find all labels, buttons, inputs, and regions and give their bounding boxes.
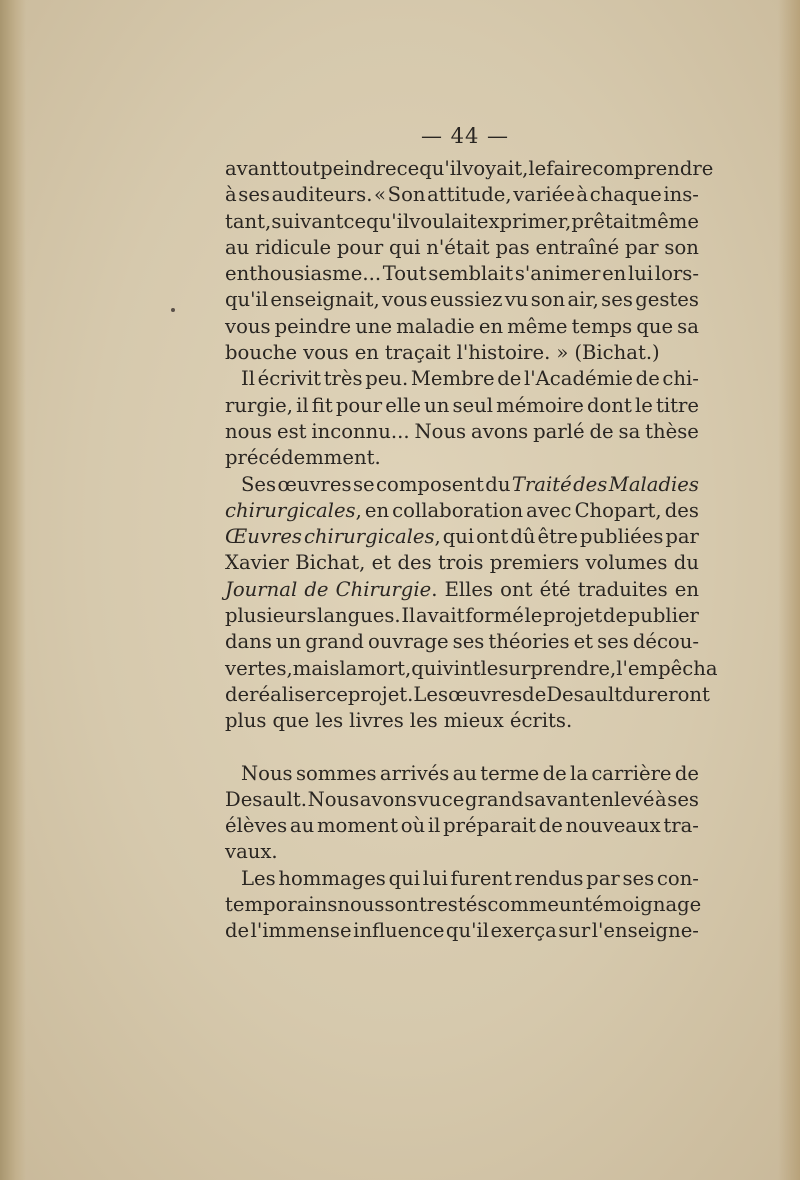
body-text [225, 156, 718, 945]
paragraph [225, 472, 718, 735]
text-line: nous est inconnu... Nous avons parlé de sa thèse [225, 419, 699, 443]
text-line: bouche vous en traçait l'histoire. » (Bichat.) [225, 341, 660, 365]
paragraph-gap [225, 735, 699, 761]
page-number: — 44 — [420, 124, 510, 148]
text-line: Ses œuvres se composent du Traité des Maladies [241, 472, 699, 496]
paragraph [225, 156, 714, 366]
text-line: précédemment. [225, 446, 381, 470]
page-edge-left [0, 0, 26, 1180]
text-line: enthousiasme... Tout semblait s'animer en lui lors- [225, 262, 699, 286]
text-line: tant, suivant ce qu'il voulait exprimer, prêtait même [225, 209, 699, 233]
paragraph [225, 761, 699, 866]
text-line: temporains nous sont restés comme un témoignage [225, 893, 702, 917]
text-line: plusieurs langues. Il avait formé le projet de publier [225, 604, 699, 628]
page-edge-right [778, 0, 800, 1180]
text-line: dans un grand ouvrage ses théories et ses décou- [225, 630, 699, 654]
text-line: Desault. Nous avons vu ce grand savant enlevé à ses [225, 787, 699, 811]
text-line: de réaliser ce projet. Les œuvres de Desault dureront [225, 682, 710, 706]
text-line: qu'il enseignait, vous eussiez vu son air, ses gestes [225, 288, 699, 312]
text-line: Journal de Chirurgie. Elles ont été traduites en [225, 577, 699, 601]
text-line: vaux. [225, 840, 278, 864]
paragraph [225, 866, 702, 945]
text-line: Nous sommes arrivés au terme de la carrière de [241, 761, 699, 785]
text-line: plus que les livres les mieux écrits. [225, 709, 573, 733]
text-line: Il écrivit très peu. Membre de l'Académie de chi- [241, 367, 699, 391]
text-line: vous peindre une maladie en même temps que sa [225, 314, 699, 338]
text-line: vertes, mais la mort, qui vint le surprendre, l'empêcha [225, 656, 718, 680]
paragraph [225, 366, 699, 471]
text-line: Œuvres chirurgicales, qui ont dû être publiées par [225, 525, 699, 549]
text-line: Les hommages qui lui furent rendus par ses con- [241, 866, 699, 890]
text-line: au ridicule pour qui n'était pas entraîné par son [225, 235, 699, 259]
text-line: rurgie, il fit pour elle un seul mémoire dont le titre [225, 393, 699, 417]
ink-speck [171, 308, 175, 312]
text-line: élèves au moment où il préparait de nouveaux tra- [225, 814, 699, 838]
text-line: à ses auditeurs. « Son attitude, variée à chaque ins- [225, 183, 699, 207]
text-line: Xavier Bichat, et des trois premiers volumes du [225, 551, 699, 575]
text-line: de l'immense influence qu'il exerça sur l'enseigne- [225, 919, 699, 943]
text-line: avant tout peindre ce qu'il voyait, le faire comprendre [225, 157, 714, 180]
text-line: chirurgicales, en collaboration avec Chopart, des [225, 498, 699, 522]
